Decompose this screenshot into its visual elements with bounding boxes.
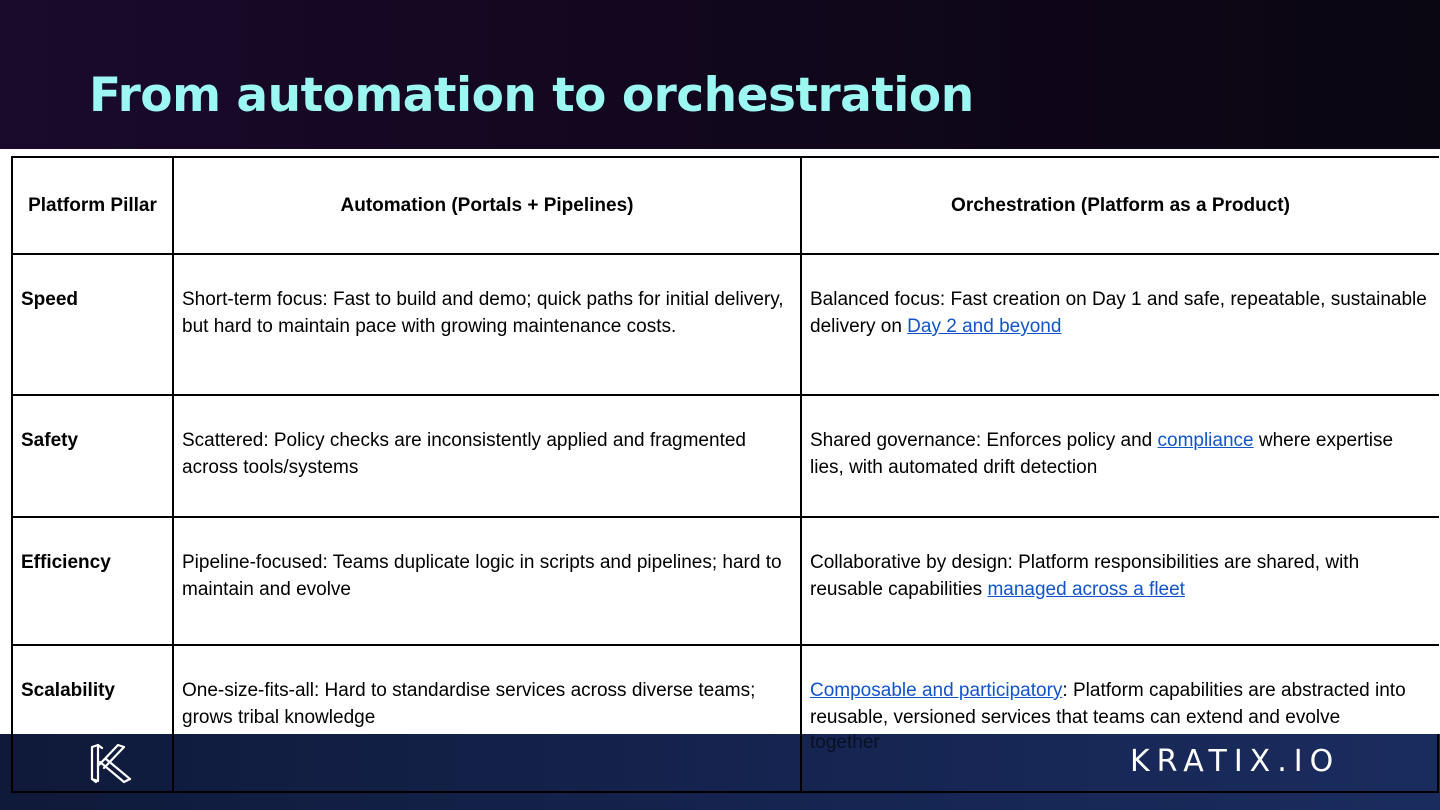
header-automation: Automation (Portals + Pipelines) <box>173 157 801 254</box>
pillar-safety: Safety <box>12 395 173 517</box>
table-divider-1 <box>172 734 174 793</box>
table-divider-2 <box>800 734 802 793</box>
orchestration-efficiency-text: Collaborative by design: Platform responsibilities are shared, with reusable capabilities <box>810 552 1360 600</box>
managed-fleet-link[interactable]: managed across a fleet <box>987 579 1185 600</box>
brand-wordmark: KRATIX.IO <box>1130 744 1341 779</box>
automation-scalability: One-size-fits-all: Hard to standardise services across diverse teams; grows tribal knowledge <box>173 645 801 793</box>
comparison-table <box>11 156 1439 793</box>
orchestration-efficiency <box>801 517 1439 645</box>
pillar-speed: Speed <box>12 254 173 395</box>
orchestration-scalability-tail: : Platform capabilities are abstracted into reusable, versioned services that teams can extend and evolve <box>810 680 1406 728</box>
pillar-scalability: Scalability <box>12 645 173 793</box>
scalability-overflow-text: together <box>810 732 880 753</box>
compliance-link[interactable]: compliance <box>1157 430 1254 451</box>
pillar-efficiency: Efficiency <box>12 517 173 645</box>
header-platform-pillar: Platform Pillar <box>12 157 173 254</box>
comparison-table-container <box>11 156 1439 793</box>
orchestration-safety-tail: where expertise lies, with automated drift detection <box>810 430 1394 478</box>
header-orchestration: Orchestration (Platform as a Product) <box>801 157 1439 254</box>
table-row-speed <box>12 254 1439 395</box>
orchestration-safety <box>801 395 1439 517</box>
automation-speed: Short-term focus: Fast to build and demo; quick paths for initial delivery, but hard to maintain pace with growing maintenance costs. <box>173 254 801 395</box>
table-row-efficiency <box>12 517 1439 645</box>
automation-efficiency: Pipeline-focused: Teams duplicate logic in scripts and pipelines; hard to maintain and evolve <box>173 517 801 645</box>
orchestration-speed-text: Balanced focus: Fast creation on Day 1 and safe, repeatable, sustainable delivery on <box>810 289 1427 337</box>
table-header-row <box>12 157 1439 254</box>
automation-safety: Scattered: Policy checks are inconsistently applied and fragmented across tools/systems <box>173 395 801 517</box>
slide-title: From automation to orchestration <box>89 68 974 123</box>
composable-participatory-link[interactable]: Composable and participatory <box>810 680 1063 701</box>
orchestration-speed <box>801 254 1439 395</box>
orchestration-safety-text: Shared governance: Enforces policy and <box>810 430 1158 451</box>
kratix-k-logo-icon <box>88 742 132 784</box>
day-2-link[interactable]: Day 2 and beyond <box>907 316 1062 337</box>
table-row-safety <box>12 395 1439 517</box>
